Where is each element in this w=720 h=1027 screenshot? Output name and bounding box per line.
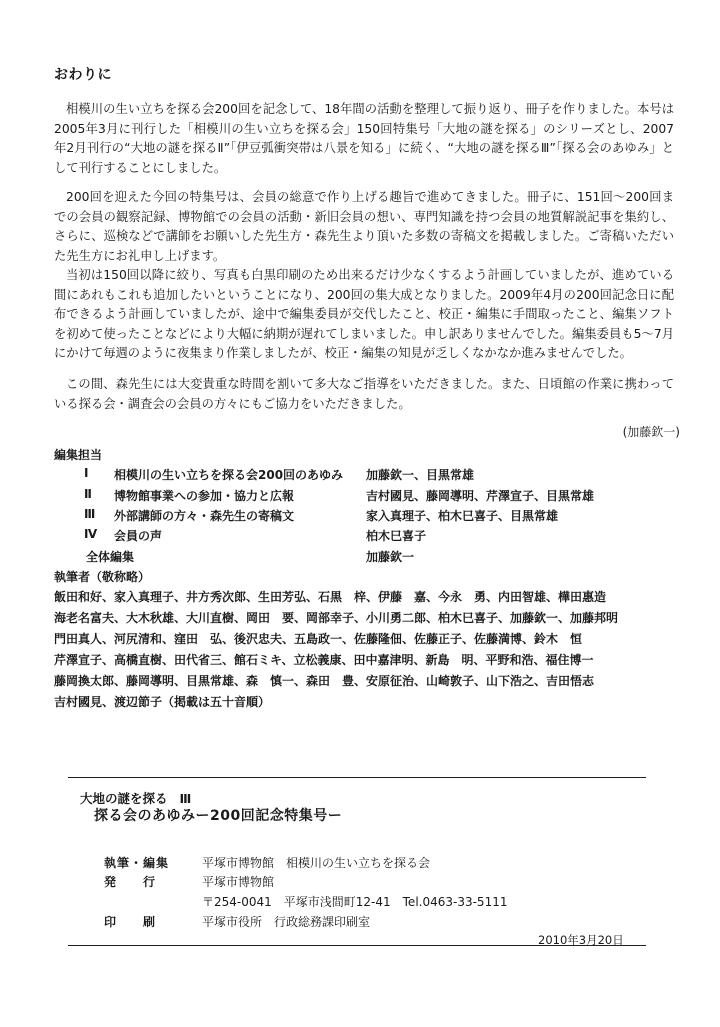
paragraph-4: この間、森先生には大変貴重な時間を割いて多大なご指導をいただきました。また、日頃館の作業に携わっている探る会・調査会の会員の方々にもご協力をいただきました。 [54,377,674,411]
editor-row [54,548,674,568]
colophon-value: 平塚市博物館 [202,875,275,889]
editor-row-task: 相模川の生い立ちを探る会200回のあゆみ [114,468,344,482]
authors-line: 吉村國見、渡辺節子（掲載は五十音順） [54,695,271,709]
editor-row-names: 柏木巳喜子 [366,529,427,543]
colophon-row [104,893,508,913]
editor-row-number: Ⅱ [84,487,92,501]
editor-row [54,466,674,486]
colophon-label: 発 行 [104,875,157,889]
colophon-label: 印 刷 [104,915,157,929]
editor-row-number: Ⅰ [84,466,89,480]
colophon-row [104,913,371,933]
colophon-title: 探る会のあゆみー200回記念特集号ー [94,808,343,824]
publication-date: 2010年3月20日 [538,933,624,947]
editor-row [54,527,674,547]
colophon-row [104,873,275,893]
authors-line: 飯田和好、家入真理子、井方秀次郎、生田芳弘、石黒 梓、伊藤 嘉、今永 勇、内田智雄、樺田惠造 [54,590,607,604]
editor-row [54,507,674,527]
editor-row-task: 外部講師の方々・森先生の寄稿文 [114,509,295,523]
series-name: 大地の謎を探る [80,791,168,806]
editor-row-task: 会員の声 [114,529,163,543]
colophon-value: 平塚市役所 行政総務課印刷室 [202,915,371,929]
editor-row-names: 加藤欽一 [366,550,415,564]
authors-line: 藤岡換太郎、藤岡導明、目黒常雄、森 慎一、森田 豊、安原征治、山崎敦子、山下浩之、吉田悟志 [54,674,595,688]
authors-line: 門田真人、河尻清和、窪田 弘、後沢忠夫、五島政一、佐藤隆佃、佐藤正子、佐藤満博、鈴木 恒 [54,632,583,646]
paragraph-1: 相模川の生い立ちを探る会200回を記念して、18年間の活動を整理して振り返り、冊子を作りました。本号は2005年3月に刊行した「相模川の生い立ちを探る会」150回特集号「大地の謎を探る」のシリーズとし、2007年2月刊行の“大地の謎を探るⅡ”「伊豆弧衝突帯は八景を知る」に続く、“大地の謎を探るⅢ”「探る会のあゆみ」として刊行することにしました。 [54,102,674,175]
authors-line: 海老名富夫、大木秋雄、大川直樹、岡田 要、岡部幸子、小川勇二郎、柏木巳喜子、加藤欽一、加藤邦明 [54,611,619,625]
editors-heading: 編集担当 [54,448,103,462]
editor-row-task: 全体編集 [86,550,135,564]
editor-row [54,487,674,507]
colophon-bottom-rule [68,945,646,946]
paragraph-2: 200回を迎えた今回の特集号は、会員の総意で作り上げる趣旨で進めてきました。冊子に、151回～200回までの会員の観察記録、博物館での会員の活動・新旧会員の想い、専門知識を持つ会員の地質解説記事を集約し、さらに、巡検などで講師をお願いした先生方・森先生より頂いた多数の寄稿文を掲載しました。ご寄稿いただいた先生方にお礼申し上げます。 [54,190,674,263]
authors-line: 芹澤宣子、高橋直樹、田代省三、館石ミキ、立松義康、田中嘉津明、新島 明、平野和浩、福住博一 [54,653,594,667]
page-heading: おわりに [54,67,112,83]
editor-row-names: 加藤欽一、目黒常雄 [366,468,475,482]
authors-heading: 執筆者（敬称略） [54,570,151,584]
editor-row-task: 博物館事業への参加・協力と広報 [114,489,295,503]
series-volume: Ⅲ [179,791,192,806]
colophon-row [104,854,431,874]
editor-row-names: 家入真理子、柏木巳喜子、目黒常雄 [366,509,559,523]
colophon-value: 〒254-0041 平塚市浅間町12-41 Tel.0463-33-5111 [202,895,508,909]
editor-row-names: 吉村國見、藤岡導明、芹澤宣子、目黒常雄 [366,489,595,503]
colophon-label: 執筆・編集 [104,856,170,870]
editor-row-number: Ⅲ [84,507,96,521]
editor-row-number: Ⅳ [84,527,98,541]
colophon-top-rule [68,777,646,778]
signature: (加藤欽一) [622,425,680,439]
colophon-value: 平塚市博物館 相模川の生い立ちを探る会 [202,856,431,870]
paragraph-3: 当初は150回以降に絞り、写真も白黒印刷のため出来るだけ少なくするよう計画していましたが、進めている間にあれもこれも追加したいということになり、200回の集大成となりました。2009年4月の200回記念日に配布できるよう計画していましたが、途中で編集委員が交代したこと、校正・編集に手間取ったこと、編集ソフトを初めて使ったことなどにより大幅に納期が遅れてしまいました。申し訳ありませんでした。編集委員も5～7月にかけて毎週のように夜集まり作業しましたが、校正・編集の知見が乏しくなかなか進みませんでした。 [54,268,674,360]
